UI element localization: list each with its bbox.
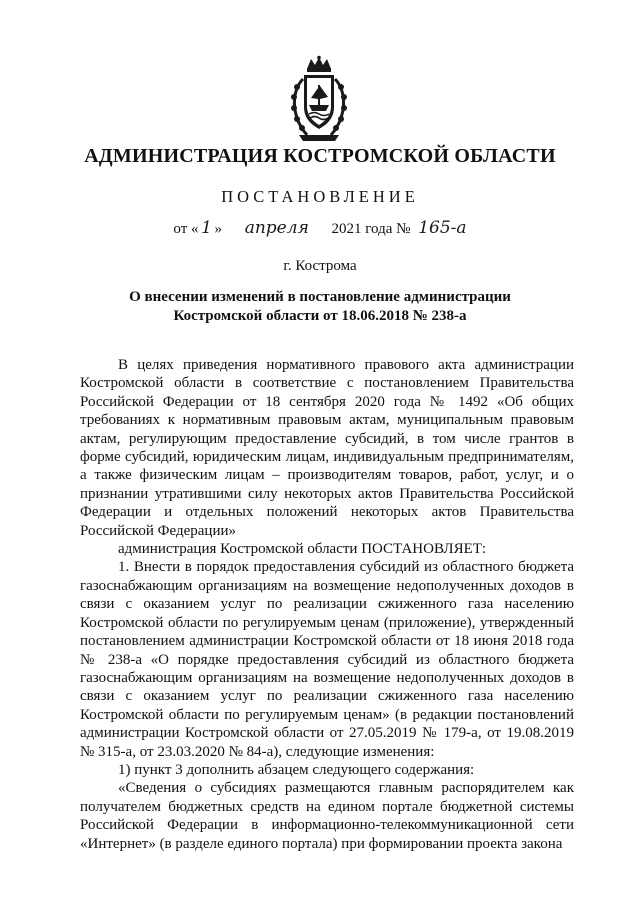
paragraph-quote: «Сведения о субсидиях размещаются главным распорядителем как получателем бюджетных средств на едином портале бюджетной системы Российской Федерации в информационно-телекоммуникационной сети «Интернет» (в разделе единого портала) при формировании проекта закона bbox=[80, 780, 574, 852]
date-line bbox=[0, 218, 640, 238]
date-month-handwritten: апреля bbox=[244, 218, 309, 238]
subject-line-2: Костромской области от 18.06.2018 № 238-а bbox=[173, 308, 467, 324]
document-subject bbox=[90, 288, 550, 326]
date-year: 2021 года № bbox=[331, 221, 411, 237]
date-prefix: от « bbox=[173, 221, 199, 237]
coat-of-arms-icon bbox=[285, 55, 353, 145]
paragraph-item-1: 1. Внести в порядок предоставления субсидий из областного бюджета газоснабжающим организациям на возмещение недополученных доходов в связи с оказанием услуг по реализации сжиженного газа населению Костромской области по регулируемым ценам (приложение), утвержденный постановлением администрации Костромской области от 18 июня 2018 года № 238-а «О порядке предоставления субсидий из областного бюджета газоснабжающим организациям на возмещение недополученных доходов в связи с оказанием услуг по реализации сжиженного газа населению Костромской области по регулируемым ценам» (в редакции постановлений администрации Костромской области от 27.05.2019 № 179-а, от 19.08.2019 № 315-а, от 23.03.2020 № 84-а), следующие изменения: bbox=[80, 559, 574, 760]
subject-line-1: О внесении изменений в постановление администрации bbox=[129, 289, 511, 305]
document-type: ПОСТАНОВЛЕНИЕ bbox=[221, 187, 419, 206]
paragraph-subitem-1: 1) пункт 3 дополнить абзацем следующего содержания: bbox=[118, 761, 475, 778]
city: г. Кострома bbox=[283, 258, 357, 274]
paragraph-preamble: В целях приведения нормативного правового акта администрации Костромской области в соответствие с постановлением Правительства Российской Федерации от 18 сентября 2020 года № 1492 «Об общих требованиях к нормативным правовым актам, муниципальным правовым актам, регулирующим предоставление субсидий, в том числе грантов в форме субсидий, юридическим лицам, индивидуальным предпринимателям, а также физическим лицам – производителям товаров, работ, услуг, и о признании утратившими силу некоторых актов Правительства Российской Федерации и отдельных положений некоторых актов Правительства Российской Федерации» bbox=[80, 357, 574, 539]
date-mid: » bbox=[214, 221, 223, 237]
date-day-handwritten: 1 bbox=[201, 218, 212, 238]
document-number-handwritten: 165-а bbox=[418, 218, 467, 238]
org-title: АДМИНИСТРАЦИЯ КОСТРОМСКОЙ ОБЛАСТИ bbox=[84, 145, 556, 167]
document-body bbox=[80, 356, 574, 853]
paragraph-resolves: администрация Костромской области ПОСТАНОВЛЯЕТ: bbox=[118, 541, 487, 558]
